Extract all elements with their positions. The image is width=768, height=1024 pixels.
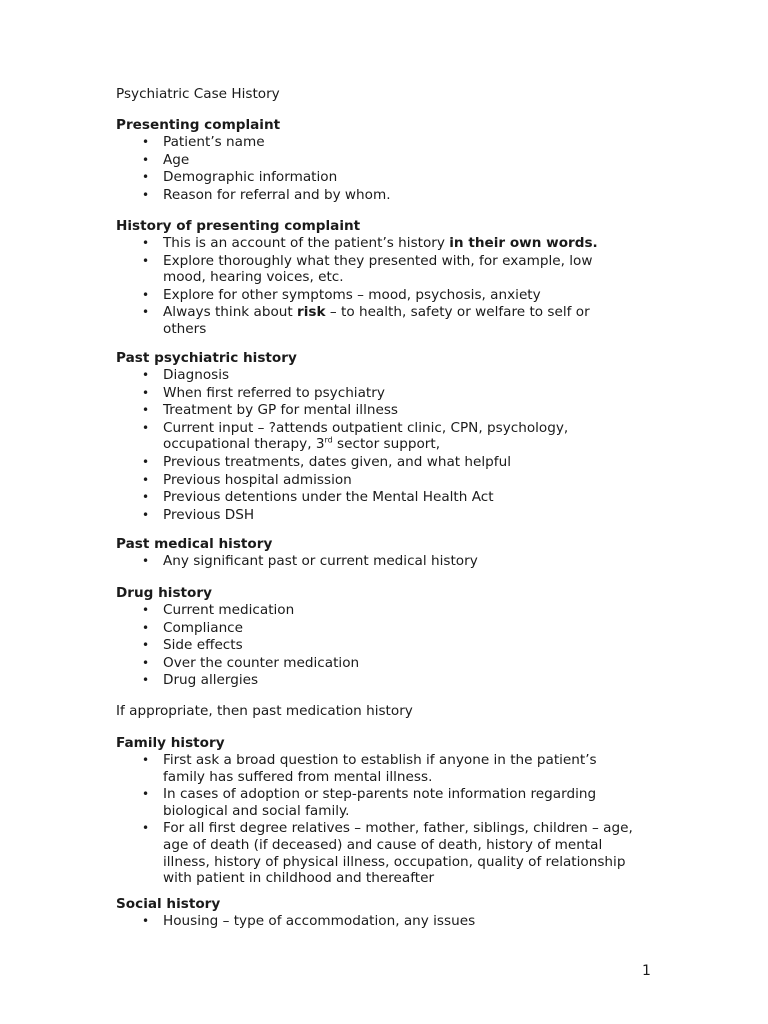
list-item: • Housing – type of accommodation, any issues (142, 913, 476, 929)
list-item: • Drug allergies (142, 672, 259, 689)
list-item: • Any significant past or current medical history (142, 553, 478, 569)
bullet-icon: • (142, 152, 150, 167)
bullet-icon: • (142, 673, 150, 688)
bullet-icon: • (142, 603, 150, 617)
section-heading: Drug history (116, 585, 212, 601)
bullet-icon: • (142, 638, 150, 653)
list-item: • Explore for other symptoms – mood, psychosis, anxiety (142, 286, 541, 303)
list-item: • Compliance (142, 619, 244, 636)
list-item: • Over the counter medication (142, 654, 360, 671)
bullet-icon: • (142, 620, 150, 635)
bullet-icon: • (142, 385, 150, 400)
list-item: • Previous detentions under the Mental Health Act (142, 489, 494, 506)
list-item: • Age (142, 151, 190, 168)
bullet-icon: • (142, 914, 150, 928)
section-heading: Social history (116, 896, 221, 912)
bullet-list (116, 367, 636, 523)
list-item: • This is an account of the patient’s history in their own words. (142, 235, 598, 251)
bullet-icon: • (142, 753, 150, 767)
list-item: • Patient’s name (142, 134, 265, 150)
bullet-icon: • (142, 305, 150, 320)
section-presenting-complaint (116, 117, 636, 204)
bullet-icon: • (142, 403, 150, 418)
note-text: If appropriate, then past medication history (116, 703, 413, 719)
list-item: • Previous treatments, dates given, and what helpful (142, 453, 511, 470)
list-item: • For all first degree relatives – mother, father, siblings, children – age, age of death (if deceased) and cause of death, history of mental illness, history of physical illness, occupation, quality of relationship with patient in childhood and thereafter (142, 820, 633, 887)
emphasis-text: risk (297, 304, 326, 321)
list-item: • In cases of adoption or step-parents note information regarding biological and social family. (142, 786, 597, 819)
bullet-list (116, 134, 636, 203)
bullet-icon: • (142, 454, 150, 469)
section-heading: Past psychiatric history (116, 350, 297, 366)
list-item: • Treatment by GP for mental illness (142, 402, 399, 419)
list-item: • Previous hospital admission (142, 471, 352, 488)
section-past-medical-history (116, 536, 636, 571)
bullet-icon: • (142, 490, 150, 505)
bullet-list (116, 602, 636, 689)
bullet-icon: • (142, 170, 150, 185)
bullet-icon: • (142, 821, 150, 836)
section-heading: Presenting complaint (116, 117, 281, 133)
document-title: Psychiatric Case History (116, 86, 280, 102)
bullet-icon: • (142, 187, 150, 202)
bullet-icon: • (142, 787, 150, 802)
bullet-icon: • (142, 287, 150, 302)
list-item: • Diagnosis (142, 367, 230, 383)
page-number: 1 (642, 963, 651, 979)
bullet-list (116, 553, 636, 570)
list-item: • First ask a broad question to establish if anyone in the patient’s family has suffered from mental illness. (142, 752, 597, 785)
list-item: • Explore thoroughly what they presented with, for example, low mood, hearing voices, etc. (142, 252, 593, 286)
list-item: • Always think about risk – to health, safety or welfare to self or others (142, 304, 590, 337)
bullet-list (116, 913, 636, 930)
bullet-icon: • (142, 368, 150, 382)
section-heading: Family history (116, 735, 225, 751)
bullet-list (116, 235, 636, 338)
bullet-icon: • (142, 420, 150, 435)
bullet-icon: • (142, 236, 150, 250)
list-item: • Current input – ?attends outpatient clinic, CPN, psychology, occupational therapy, 3rd sector support, (142, 419, 569, 453)
list-item: • Side effects (142, 637, 243, 654)
section-history-presenting-complaint (116, 218, 636, 339)
section-family-history (116, 735, 636, 888)
section-heading: Past medical history (116, 536, 273, 552)
bullet-icon: • (142, 507, 150, 522)
list-item: • Current medication (142, 602, 295, 618)
bullet-icon: • (142, 655, 150, 670)
list-item: • Previous DSH (142, 506, 255, 523)
list-item: • Reason for referral and by whom. (142, 186, 391, 203)
bullet-icon: • (142, 554, 150, 568)
emphasis-text: in their own words. (449, 235, 598, 251)
section-heading: History of presenting complaint (116, 218, 361, 234)
bullet-icon: • (142, 253, 150, 268)
list-item: • Demographic information (142, 169, 338, 186)
bullet-list (116, 752, 636, 887)
bullet-icon: • (142, 472, 150, 487)
list-item: • When first referred to psychiatry (142, 384, 385, 401)
section-social-history (116, 896, 636, 931)
section-drug-history (116, 585, 636, 690)
section-past-psychiatric-history (116, 350, 636, 524)
bullet-icon: • (142, 135, 150, 149)
